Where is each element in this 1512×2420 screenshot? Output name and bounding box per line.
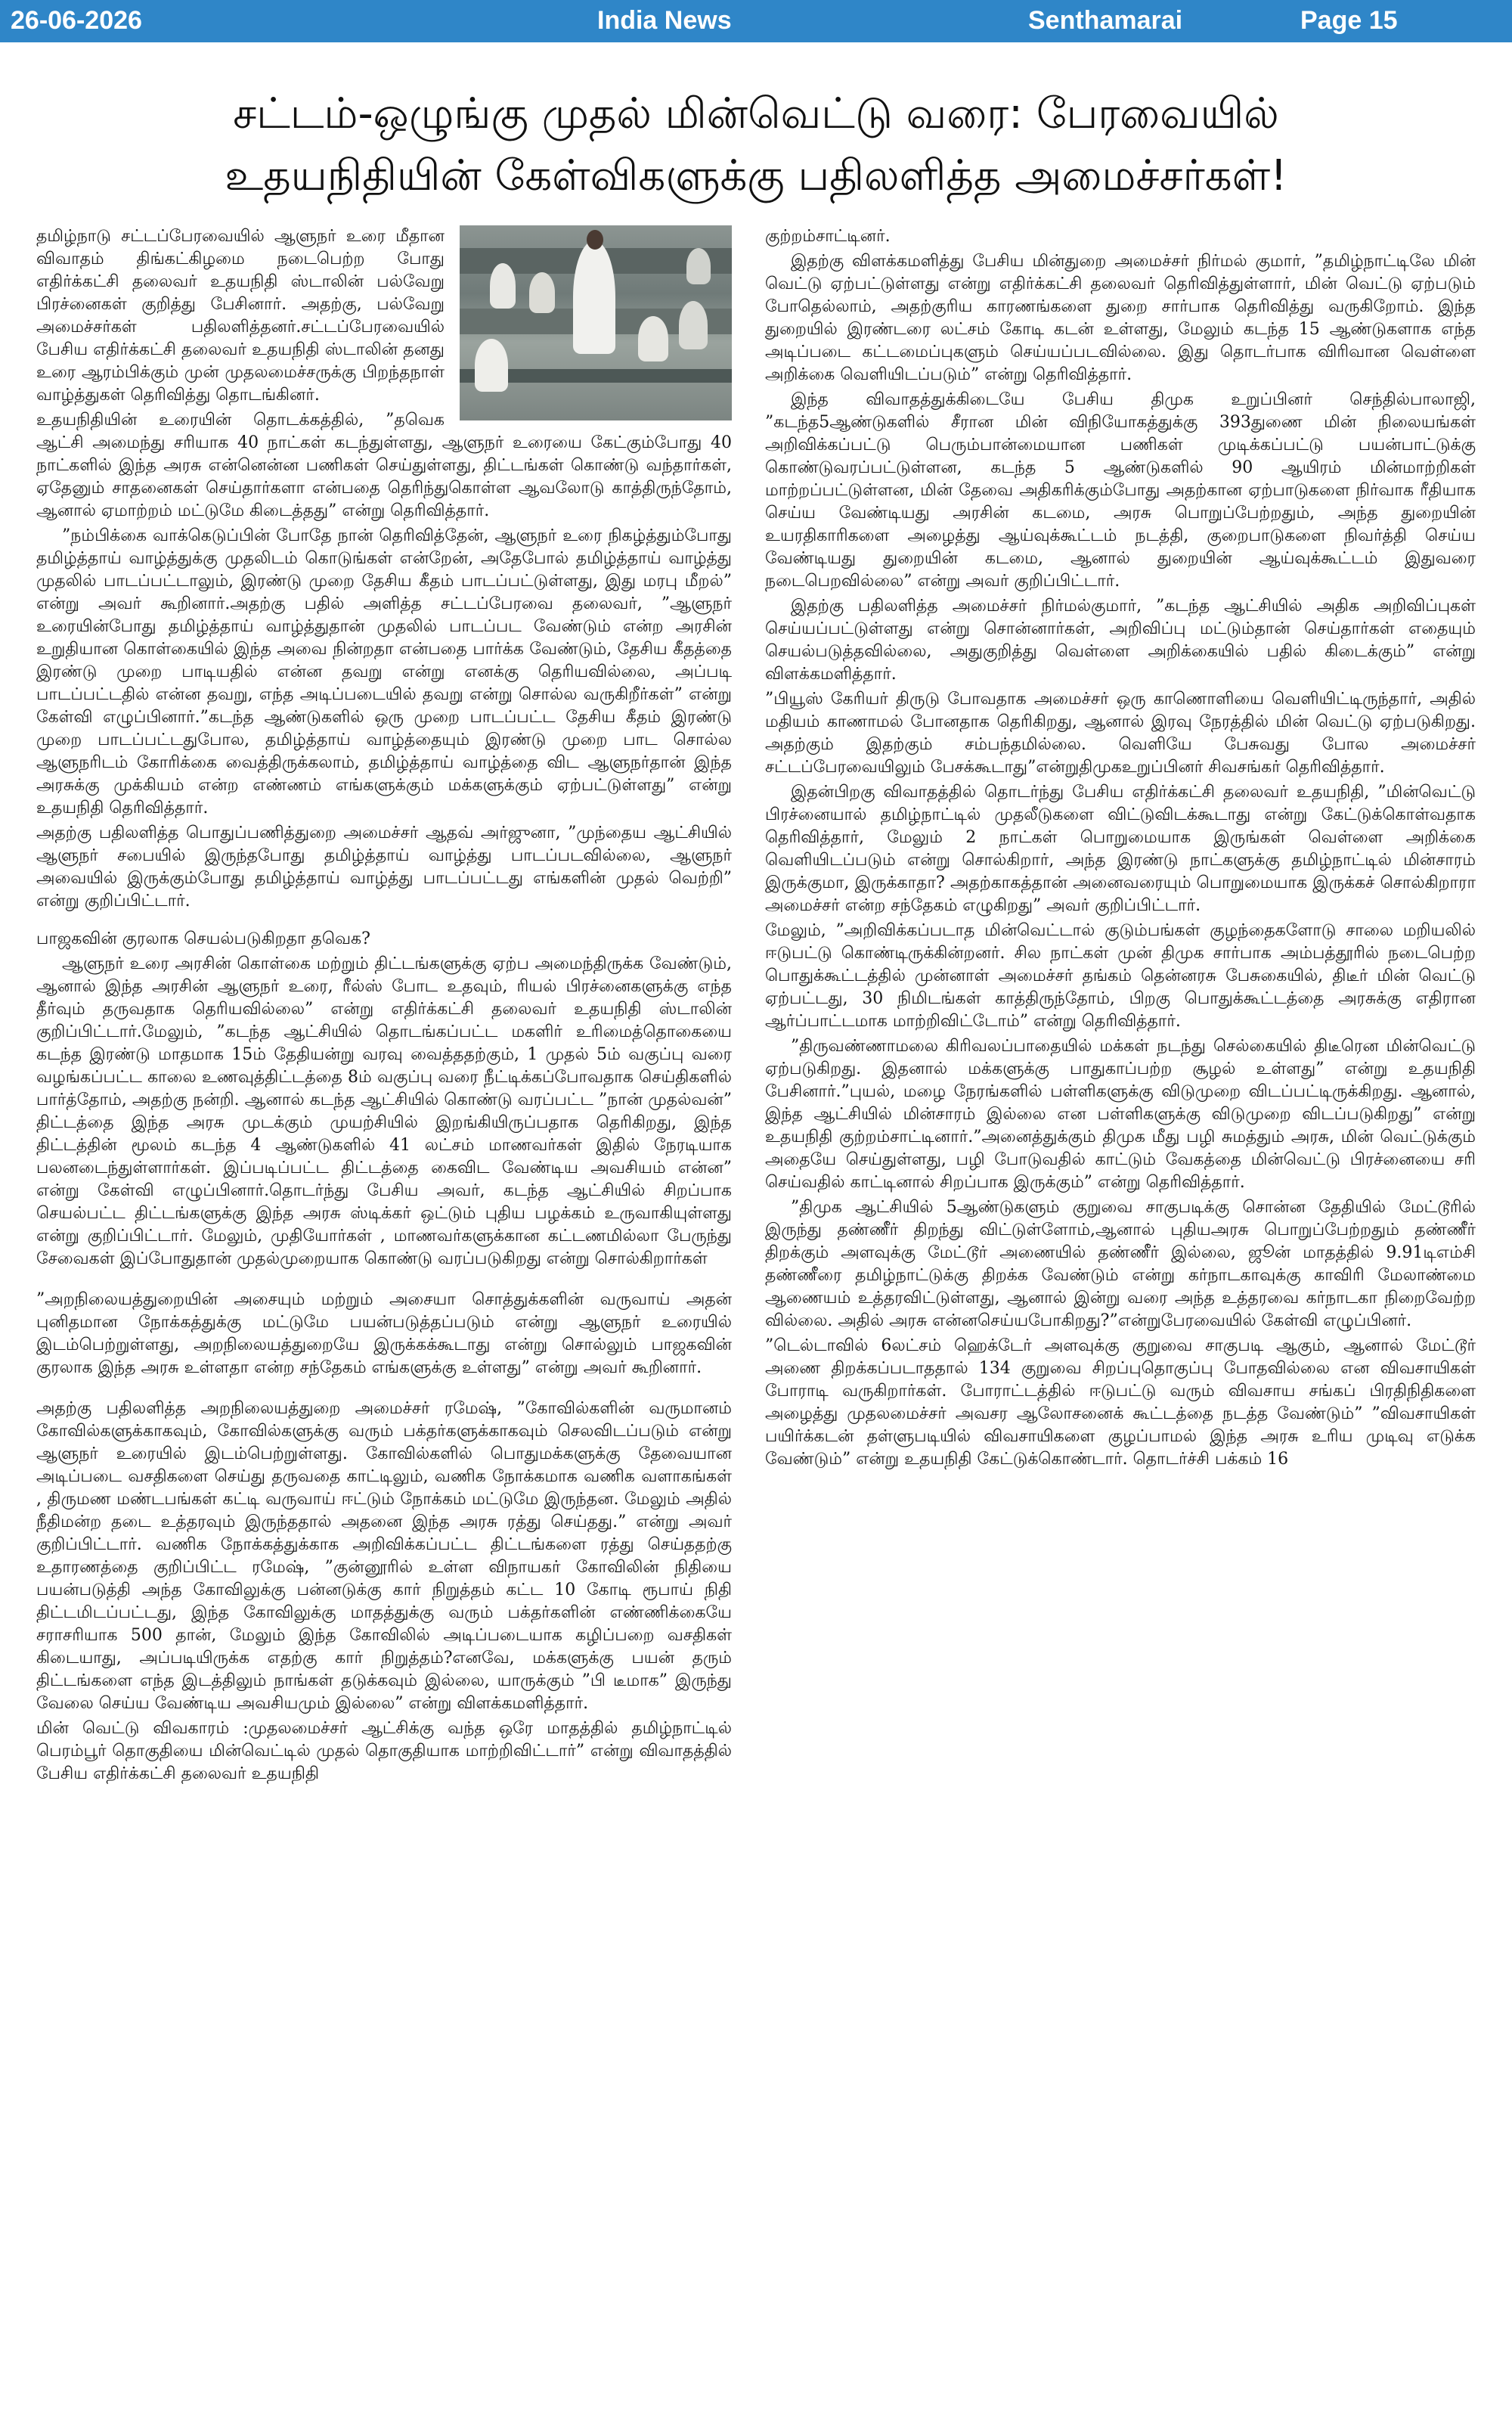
headline-line-1: சட்டம்-ஒழுங்கு முதல் மின்வெட்டு வரை: பேரவையில் <box>233 89 1279 138</box>
paragraph: அதற்கு பதிலளித்த அறநிலையத்துறை அமைச்சர் ரமேஷ், ”கோவில்களின் வருமானம் கோவில்களுக்காகவும், கோவில்களுக்கு வரும் பக்தர்களுக்காகவும் செலவிடப்படும் என்று ஆளுநர் உரையில் இடம்பெற்றுள்ளது. கோவில்களில் பொதுமக்களுக்கு தேவையான அடிப்படை வசதிகளை செய்து தருவதை காட்டிலும், வணிக நோக்கமாக வணிக வளாகங்கள் , திருமண மண்டபங்கள் கட்டி வருவாய் ஈட்டும் நோக்கம் மட்டுமே இருந்தன. மேலும் அதில் நீதிமன்ற தடை உத்தரவும் இருந்ததால் அதனை இந்த அரசு ரத்து செய்தது.” என்று அவர் குறிப்பிட்டார். வணிக நோக்கத்துக்காக அறிவிக்கப்பட்ட திட்டங்களை ரத்து செய்ததற்கு உதாரணத்தை குறிப்பிட்ட ரமேஷ், ”குன்னூரில் உள்ள விநாயகர் கோவிலின் நிதியை பயன்படுத்தி அந்த கோவிலுக்கு பன்னடுக்கு கார் நிறுத்தம் கட்ட 10 கோடி ரூபாய் நிதி திட்டமிடப்பட்டது, இந்த கோவிலுக்கு மாதத்துக்கு வரும் பக்தர்களின் எண்ணிக்கையே சராசரியாக 500 தான், மேலும் இந்த கோவிலில் அடிப்படையாக கழிப்பறை வசதிகள் கிடையாது, அப்படியிருக்க எதற்கு கார் நிறுத்தம்?எனவே, மக்களுக்கு பயன் தரும் திட்டங்களை எந்த இடத்திலும் நாங்கள் தடுக்கவும் இல்லை, யாருக்கும் ”பி டீமாக” இருந்து வேலை செய்ய வேண்டிய அவசியமும் இல்லை” என்று விளக்கமளித்தார். <box>36 1399 732 1713</box>
left-column <box>36 225 732 2373</box>
headline <box>45 83 1467 207</box>
paragraph: இந்த விவாதத்துக்கிடையே பேசிய திமுக உறுப்பினர் செந்தில்பாலாஜி, ”கடந்த5ஆண்டுகளில் சீரான மின் விநியோகத்துக்கு 393துணை மின் நிலையங்கள் அறிவிக்கப்பட்டு பெரும்பான்மையான பணிகள் முடிக்கப்பட்டு பயன்பாட்டுக்கு கொண்டுவரப்பட்டுள்ளன, கடந்த 5 ஆண்டுகளில் 90 ஆயிரம் மின்மாற்றிகள் மாற்றப்பட்டுள்ளன, மின் தேவை அதிகரிக்கும்போது அதற்கான ஏற்பாடுகளை நிர்வாக ரீதியாக செய்ய வேண்டியது அரசின் கடமை, அரசு பொறுப்பேற்றதும், அந்த துறையின் உயரதிகாரிகளை அழைத்து ஆய்வுக்கூட்டம் நடத்தி, குறைபாடுகளை நிவர்த்தி செய்ய வேண்டியது துறையின் கடமை, ஆனால் துறையின் ஆய்வுக்கூட்டம் இதுவரை நடைபெறவில்லை” என்று அவர் குறிப்பிட்டார். <box>765 390 1476 591</box>
paragraph: இதற்கு பதிலளித்த அமைச்சர் நிர்மல்குமார், ”கடந்த ஆட்சியில் அதிக அறிவிப்புகள் செய்யப்பட்டுள்ளது என்று சொன்னார்கள், அறிவிப்பு மட்டும்தான் செய்தார்கள் எதையும் செயல்படுத்தவில்லை, அதுகுறித்து வெள்ளை அறிக்கையில் பதில் கிடைக்கும்” என்று விளக்கமளித்தார். <box>765 597 1476 684</box>
paragraph: ”பியூஸ் கேரியர் திருடு போவதாக அமைச்சர் ஒரு காணொளியை வெளியிட்டிருந்தார், அதில் மதியம் காணாமல் போனதாக தெரிகிறது, ஆனால் இரவு நேரத்தில் மின் வெட்டு ஏற்படுகிறது. அதற்கும் இதற்கும் சம்பந்தமில்லை. வெளியே பேசுவது போல அமைச்சர் சட்டப்பேரவையிலும் பேசக்கூடாது”என்றுதிமுகஉறுப்பினர் சிவசங்கர் தெரிவித்தார். <box>765 690 1476 777</box>
paragraph: மேலும், ”அறிவிக்கப்படாத மின்வெட்டால் குடும்பங்கள் குழந்தைகளோடு சாலை மறியலில் ஈடுபட்டு கொண்டிருக்கின்றனர். சில நாட்கள் முன் திமுக சார்பாக அம்பத்தூரில் நடைபெற்ற பொதுக்கூட்டத்தில் முன்னாள் அமைச்சர் தங்கம் தென்னரசு பேசுகையில், திடீர் மின் வெட்டு ஏற்பட்டது, 30 நிமிடங்கள் காத்திருந்தோம், பிறகு பொதுக்கூட்டத்தை அரசுக்கு எதிரான ஆர்ப்பாட்டமாக மாற்றிவிட்டோம்” என்று தெரிவித்தார். <box>765 921 1476 1031</box>
assembly-photo <box>460 225 732 420</box>
paragraph: ”திமுக ஆட்சியில் 5ஆண்டுகளும் குறுவை சாகுபடிக்கு சொன்ன தேதியில் மேட்டூரில் இருந்து தண்ணீர் திறந்து விட்டுள்ளோம்,ஆனால் புதியஅரசு பொறுப்பேற்றதும் தண்ணீர் திறக்கும் அளவுக்கு மேட்டூர் அணையில் தண்ணீர் இல்லை, ஜூன் மாதத்தில் 9.91டிஎம்சி தண்ணீரை தமிழ்நாட்டுக்கு திறக்க வேண்டும் என்று கர்நாடகாவுக்கு காவிரி மேலாண்மை ஆணையம் உத்தரவிட்டுள்ளது, ஆனால் இன்று வரை அந்த உத்தரவை கர்நாடகா நிறைவேற்ற வில்லை. அதில் அரசு என்னசெய்யபோகிறது?”என்றுபேரவையில் கேள்வி எழுப்பினர். <box>765 1198 1476 1330</box>
paragraph: தமிழ்நாடு சட்டப்பேரவையில் ஆளுநர் உரை மீதான விவாதம் திங்கட்கிழமை நடைபெற்ற போது எதிர்க்கட்சி தலைவர் உதயநிதி ஸ்டாலின் பல்வேறு பிரச்னைகள் குறித்து பேசினார். அதற்கு, பல்வேறு அமைச்சர்கள் பதிலளித்தனர்.சட்டப்பேரவையில் பேசிய எதிர்க்கட்சி தலைவர் உதயநிதி ஸ்டாலின் தனது உரை ஆரம்பிக்கும் முன் முதலமைச்சருக்கு பிறந்தநாள் வாழ்த்துகள் தெரிவித்து தொடங்கினர். <box>36 227 445 405</box>
paragraph: குற்றம்சாட்டினர். <box>765 227 891 246</box>
paragraph: ”நம்பிக்கை வாக்கெடுப்பின் போதே நான் தெரிவித்தேன், ஆளுநர் உரை நிகழ்த்தும்போது தமிழ்த்தாய் வாழ்த்துக்கு முதலிடம் கொடுங்கள் என்றேன், அதேபோல் தமிழ்த்தாய் வாழ்த்து முதலில் பாடப்பட்டாலும், இரண்டு முறை தேசிய கீதம் பாடப்பட்டுள்ளது, இது மரபு மீறல்” என்று அவர் கூறினார்.அதற்கு பதில் அளித்த சட்டப்பேரவை தலைவர், ”ஆளுநர் உரையின்போது தமிழ்த்தாய் வாழ்த்துதான் முதலில் பாடப்பட வேண்டும் என்ற அரசின் உறுதியான கொள்கையில் இந்த அவை நின்றதா என்பதை பார்க்க வேண்டும், தேசிய கீதத்தை இரண்டு முறை பாடியதில் என்ன தவறு என்று எனக்கு தெரியவில்லை, அப்படி பாடப்பட்டதில் என்ன தவறு, எந்த அடிப்படையில் தவறு என்று சொல்ல வருகிறீர்கள்” என்று கேள்வி எழுப்பினார்.”கடந்த ஆண்டுகளில் ஒரு முறை பாடப்பட்ட தேசிய கீதம் இரண்டு முறை பாடப்பட்டதுபோல, தமிழ்த்தாய் வாழ்த்தையும் இரண்டு முறை பாட சொல்ல ஆளுநரிடம் கோரிக்கை வைத்திருக்கலாம், தமிழ்த்தாய் வாழ்த்தை விட ஆளுநர்தான் இந்த அரசுக்கு முக்கியம் என்ற எண்ணம் எங்களுக்கும் மக்களுக்கும் ஏற்பட்டுள்ளது” என்று உதயநிதி தெரிவித்தார். <box>36 526 732 818</box>
subheading: பாஜகவின் குரலாக செயல்படுகிறதா தவெக? <box>36 929 370 948</box>
newspaper-name: Senthamarai <box>1028 6 1183 35</box>
paragraph: உதயநிதியின் உரையின் தொடக்கத்தில், ”தவெக ஆட்சி அமைந்து சரியாக 40 நாட்கள் கடந்துள்ளது, ஆளுநர் உரையை கேட்கும்போது 40 நாட்களில் இந்த அரசு என்னென்ன பணிகள் செய்துள்ளது, திட்டங்கள் கொண்டு வந்தார்கள், ஏதேனும் சாதனைகள் செய்தார்களா என்பதை தெரிந்துகொள்ள ஆவலோடு காத்திருந்தோம், ஆனால் ஏமாற்றம் மட்டுமே கிடைத்தது” என்று தெரிவித்தார். <box>36 411 732 520</box>
paragraph: ”அறநிலையத்துறையின் அசையும் மற்றும் அசையா சொத்துக்களின் வருவாய் அதன் புனிதமான நோக்கத்துக்கு மட்டுமே பயன்படுத்தப்படும் என்று ஆளுநர் உரையில் இடம்பெற்றுள்ளது, அறநிலையத்துறையே இருக்கக்கூடாது என்று சொல்லும் பாஜகவின் குரலாக இந்த அரசு உள்ளதா என்ற சந்தேகம் எங்களுக்கு உள்ளது” என்று அவர் கூறினார். <box>36 1290 732 1377</box>
paragraph: அதற்கு பதிலளித்த பொதுப்பணித்துறை அமைச்சர் ஆதவ் அர்ஜுனா, ”முந்தைய ஆட்சியில் ஆளுநர் சபையில் இருந்தபோது தமிழ்த்தாய் வாழ்த்து பாடப்படவில்லை, ஆளுநர் அவையில் இருக்கும்போது தமிழ்த்தாய் வாழ்த்து பாடப்பட்டது எங்களின் முதல் வெற்றி” என்று குறிப்பிட்டார். <box>36 824 732 911</box>
issue-date: 26-06-2026 <box>11 6 142 35</box>
paragraph: ”டெல்டாவில் 6லட்சம் ஹெக்டேர் அளவுக்கு குறுவை சாகுபடி ஆகும், ஆனால் மேட்டூர் அணை திறக்கப்படாததால் 134 குறுவை சிறப்புதொகுப்பு போதவில்லை என விவசாயிகள் போராடி வருகிறார்கள். போராட்டத்தில் ஈடுபட்டு வரும் விவசாய சங்கப் பிரதிநிதிகளை அழைத்து முதலமைச்சர் அவசர ஆலோசனைக் கூட்டத்தை நடத்த வேண்டும்” ”விவசாயிகள் பயிர்க்கடன் தள்ளுபடியில் விவசாயிகளை குழப்பாமல் இந்த அரசு உரிய முடிவு எடுக்க வேண்டும்” என்று உதயநிதி கேட்டுக்கொண்டார். தொடர்ச்சி பக்கம் 16 <box>765 1336 1476 1469</box>
paragraph: மின் வெட்டு விவகாரம் :முதலமைச்சர் ஆட்சிக்கு வந்த ஒரே மாதத்தில் தமிழ்நாட்டில் பெரம்பூர் தொகுதியை மின்வெட்டில் முதல் தொகுதியாக மாற்றிவிட்டார்” என்று விவாதத்தில் பேசிய எதிர்க்கட்சி தலைவர் உதயநிதி <box>36 1719 732 1783</box>
paragraph: இதன்பிறகு விவாதத்தில் தொடர்ந்து பேசிய எதிர்க்கட்சி தலைவர் உதயநிதி, ”மின்வெட்டு பிரச்னையால் தமிழ்நாட்டில் முதலீடுகளை விட்டுவிடக்கூடாது என்று கேட்டுக்கொள்வதாக தெரிவித்தார், மேலும் 2 நாட்கள் பொறுமையாக இருங்கள் வெள்ளை அறிக்கை வெளியிடப்படும் என்று சொல்கிறார், அந்த இரண்டு நாட்களுக்கு தமிழ்நாட்டில் மின்சாரம் இருக்குமா, இருக்காதா? அதற்காகத்தான் அனைவரையும் பொறுமையாக இருக்கச் சொல்கிறாரா அமைச்சர் என்ற சந்தேகம் எழுகிறது” அவர் குறிப்பிட்டார். <box>765 783 1476 915</box>
page-header <box>0 0 1512 42</box>
paragraph: ”திருவண்ணாமலை கிரிவலப்பாதையில் மக்கள் நடந்து செல்கையில் திடீரென மின்வெட்டு ஏற்படுகிறது. இதனால் மக்களுக்கு பாதுகாப்பற்ற சூழல் உள்ளது” என்று உதயநிதி பேசினார்.”புயல், மழை நேரங்களில் பள்ளிகளுக்கு விடுமுறை விடப்பட்டிருக்கிறது. ஆனால், இந்த ஆட்சியில் மின்சாரம் இல்லை என பள்ளிகளுக்கு விடுமுறை விடப்படுகிறது” என்று உதயநிதி குற்றம்சாட்டினார்.”அனைத்துக்கும் திமுக மீது பழி சுமத்தும் அரசு, மின் வெட்டுக்கும் அதையே செய்துள்ளது, பழி போடுவதில் காட்டும் வேகத்தை மின்வெட்டு பிரச்னையை சரி செய்வதில் காட்டினால் சிறப்பாக இருக்கும்” என்று தெரிவித்தார். <box>765 1037 1476 1192</box>
right-column <box>765 225 1476 2403</box>
page-number: Page 15 <box>1300 6 1398 35</box>
section-name: India News <box>597 6 732 35</box>
paragraph: இதற்கு விளக்கமளித்து பேசிய மின்துறை அமைச்சர் நிர்மல் குமார், ”தமிழ்நாட்டிலே மின் வெட்டு ஏற்பட்டுள்ளது என்று எதிர்க்கட்சி தலைவர் தெரிவித்துள்ளார், மின் வெட்டு ஏற்படும் போதெல்லாம், அதற்குரிய காரணங்களை துறை சார்பாக தெரிவித்து வருகிறோம். இந்த துறையில் இரண்டரை லட்சம் கோடி கடன் உள்ளது, மேலும் கடந்த 15 ஆண்டுகளாக எந்த அடிப்படை கட்டமைப்புகளும் செய்யப்படவில்லை. இது தொடர்பாக விரிவான வெள்ளை அறிக்கை வெளியிடப்படும்” என்று தெரிவித்தார். <box>765 252 1476 384</box>
paragraph: ஆளுநர் உரை அரசின் கொள்கை மற்றும் திட்டங்களுக்கு ஏற்ப அமைந்திருக்க வேண்டும், ஆனால் இந்த அரசின் ஆளுநர் உரை, ரீல்ஸ் போட உதவும், ரியல் பிரச்னைகளுக்கு எந்த தீர்வும் தருவதாக தெரியவில்லை” என்று எதிர்க்கட்சி தலைவர் உதயநிதி ஸ்டாலின் குறிப்பிட்டார்.மேலும், ”கடந்த ஆட்சியில் தொடங்கப்பட்ட மகளிர் உரிமைத்தொகையை கடந்த இரண்டு மாதமாக 15ம் தேதியன்று வரவு வைத்ததற்கும், 1 முதல் 5ம் வகுப்பு வரை வழங்கப்பட்ட காலை உணவுத்திட்டத்தை 8ம் வகுப்பு வரை நீட்டிக்கப்போவதாக செய்திகளில் பார்த்தோம், அதற்கு நன்றி. ஆனால் கடந்த ஆட்சியில் கொண்டு வரப்பட்ட ”நான் முதல்வன்” திட்டத்தை இந்த அரசு முடக்கும் முயற்சியில் இறங்கியிருப்பதாக தெரிகிறது, இந்த திட்டத்தின் மூலம் கடந்த 4 ஆண்டுகளில் 41 லட்சம் மாணவர்கள் இதில் நேரடியாக பலனடைந்துள்ளார்கள். இப்படிப்பட்ட திட்டத்தை கைவிட வேண்டிய அவசியம் என்ன” என்று கேள்வி எழுப்பினார்.தொடர்ந்து பேசிய அவர், கடந்த ஆட்சியில் சிறப்பாக செயல்பட்ட திட்டங்களுக்கு இந்த அரசு ஸ்டிக்கர் ஒட்டும் புதிய பழக்கம் உருவாகியுள்ளது என்று குறிப்பிட்டார். மேலும், முதியோர்கள் , மாணவர்களுக்கான கட்டணமில்லா பேருந்து சேவைகள் இப்போதுதான் முதல்முறையாக கொண்டு வரப்படுகிறது என்று சொல்கிறார்கள் <box>36 954 732 1268</box>
headline-line-2: உதயநிதியின் கேள்விகளுக்கு பதிலளித்த அமைச்சர்கள்! <box>225 151 1287 200</box>
